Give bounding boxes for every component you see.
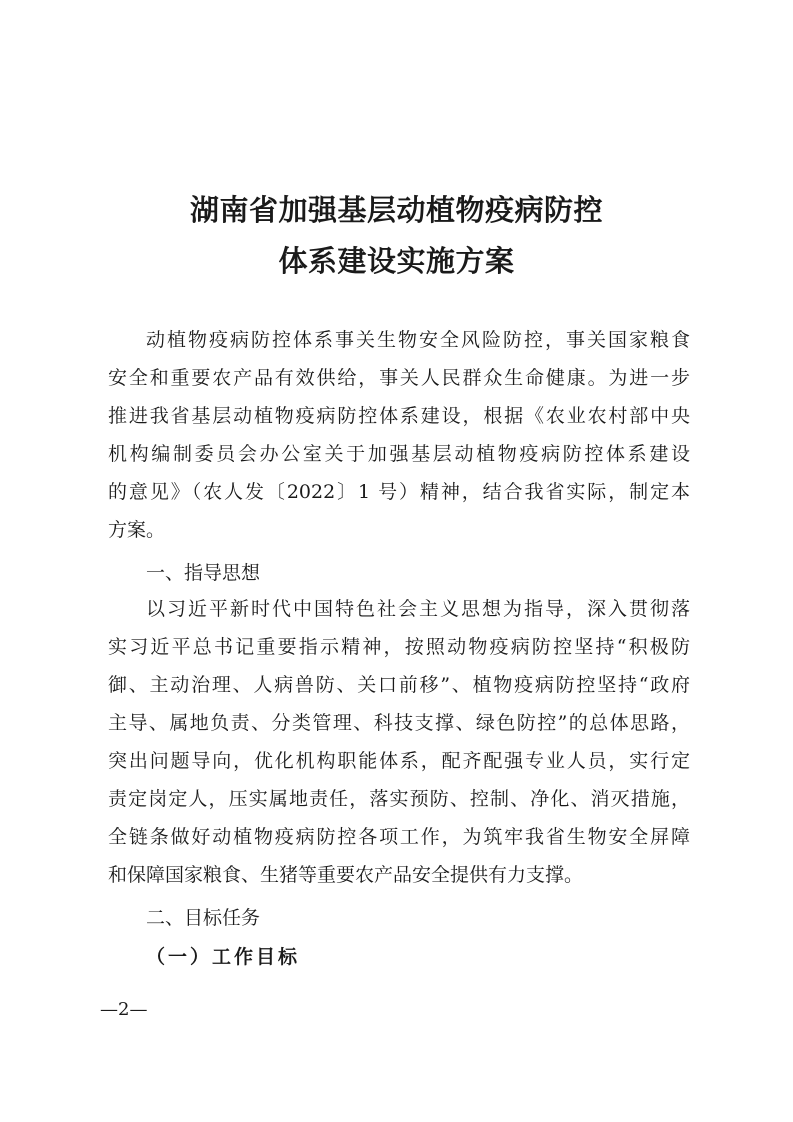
document-title-line-1: 湖南省加强基层动植物疫病防控 [189,193,603,227]
intro-paragraph-line: 推进我省基层动植物疫病防控体系建设，根据《农业农村部中央 [108,405,690,427]
section-heading-goals-tasks: 二、目标任务 [146,907,261,929]
section-heading-guiding-thought: 一、指导思想 [146,562,261,584]
subsection-heading-work-goals: （一）工作目标 [146,946,301,968]
intro-paragraph-line: 的意见》（农人发〔2022〕1 号）精神，结合我省实际，制定本 [108,481,690,503]
intro-paragraph-line: 动植物疫病防控体系事关生物安全风险防控，事关国家粮食 [146,329,690,351]
section-1-paragraph-line: 责定岗定人，压实属地责任，落实预防、控制、净化、消灭措施， [108,788,690,810]
section-1-paragraph-line: 主导、属地负责、分类管理、科技支撑、绿色防控”的总体思路， [108,712,690,734]
intro-paragraph-line: 机构编制委员会办公室关于加强基层动植物疫病防控体系建设 [108,443,690,465]
section-1-paragraph-line: 全链条做好动植物疫病防控各项工作，为筑牢我省生物安全屏障 [108,826,690,848]
intro-paragraph-line: 方案。 [108,519,166,541]
intro-paragraph-line: 安全和重要农产品有效供给，事关人民群众生命健康。为进一步 [108,367,690,389]
page-number: —2— [100,999,148,1020]
section-1-paragraph-line: 御、主动治理、人病兽防、关口前移”、植物疫病防控坚持“政府 [108,674,690,696]
section-1-paragraph-line: 突出问题导向，优化机构职能体系，配齐配强专业人员，实行定 [108,750,690,772]
section-1-paragraph-line: 实习近平总书记重要指示精神，按照动物疫病防控坚持“积极防 [108,636,690,658]
section-1-paragraph-line: 和保障国家粮食、生猪等重要农产品安全提供有力支撑。 [108,864,584,886]
section-1-paragraph-line: 以习近平新时代中国特色社会主义思想为指导，深入贯彻落 [146,598,690,620]
document-title-line-2: 体系建设实施方案 [278,244,515,278]
